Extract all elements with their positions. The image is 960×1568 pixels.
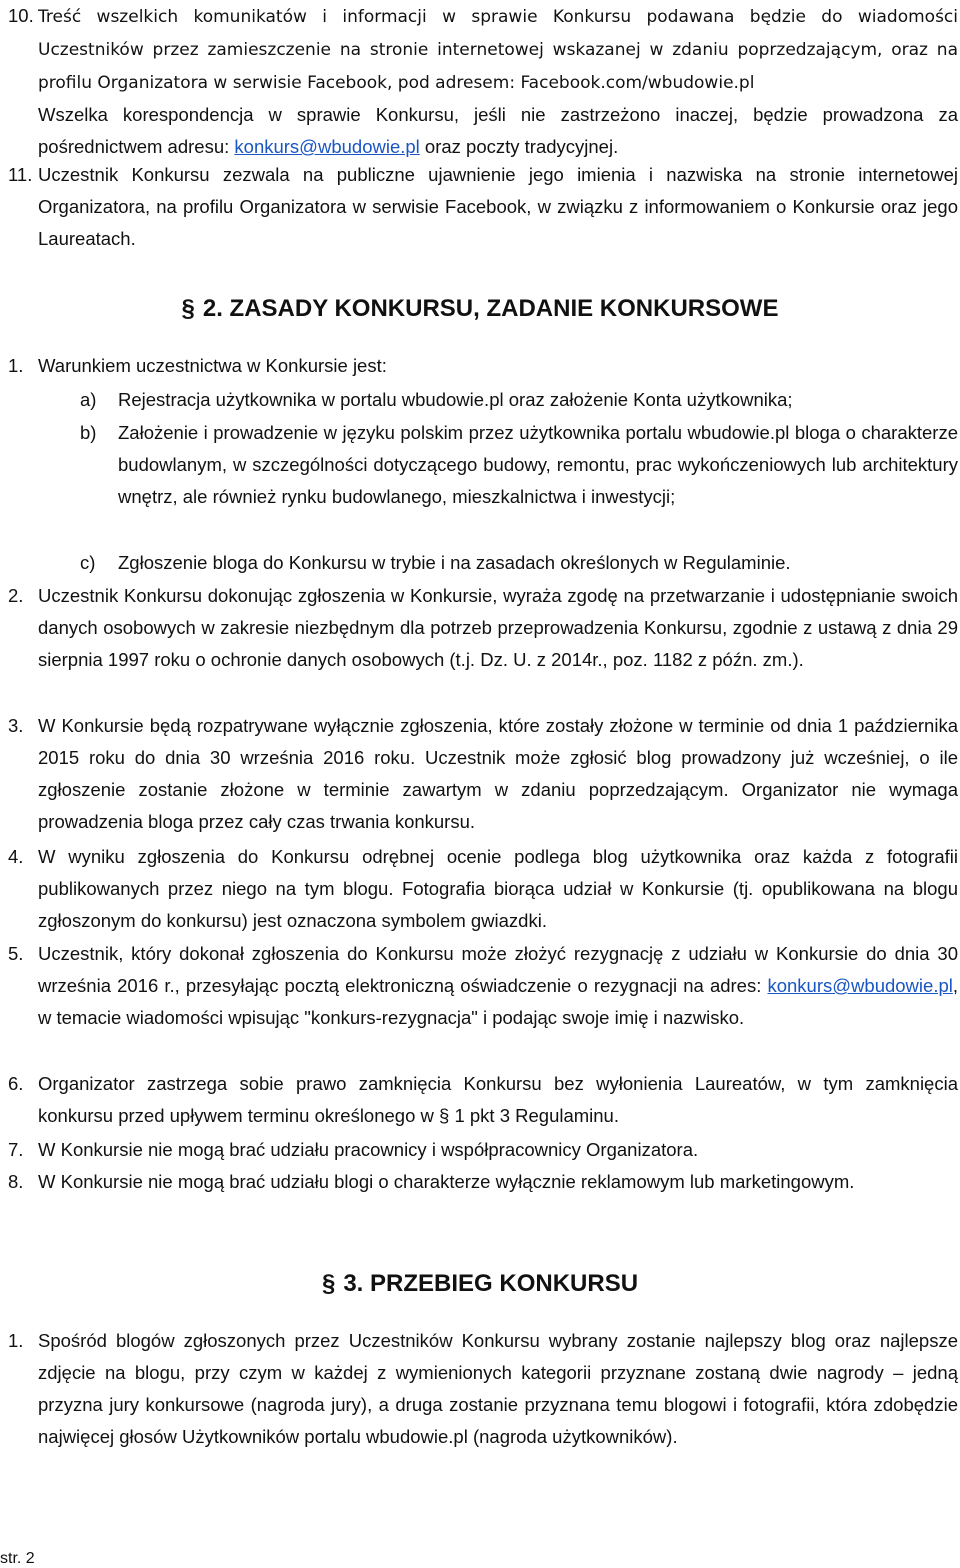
section-title: 2. ZASADY KONKURSU, ZADANIE KONKURSOWE bbox=[202, 295, 779, 322]
rule-item-6 bbox=[8, 1068, 958, 1132]
email-link[interactable]: konkurs@wbudowie.pl bbox=[234, 136, 420, 157]
item-number: 11. bbox=[8, 164, 33, 185]
sub-item-text: Rejestracja użytkownika w portalu wbudowie.pl oraz założenie Konta użytkownika; bbox=[118, 389, 793, 410]
email-link[interactable]: konkurs@wbudowie.pl bbox=[767, 975, 953, 996]
paragraph-text: W wyniku zgłoszenia do Konkursu odrębnej ocenie podlega blog użytkownika oraz każda z fotografii publikowanych przez niego na tym blogu. Fotografia biorąca udział w Konkursie (tj. opublikowana na blogu zgłoszonym do konkursu) jest oznaczona symbolem gwiazdki. bbox=[38, 846, 958, 931]
item-number: 7. bbox=[8, 1139, 24, 1160]
paragraph-text: W Konkursie nie mogą brać udziału blogi o charakterze wyłącznie reklamowym lub marketingowym. bbox=[38, 1171, 855, 1192]
rule-item-2 bbox=[8, 580, 958, 676]
rule-item-4 bbox=[8, 841, 958, 937]
sub-item-a bbox=[80, 384, 958, 416]
sub-item-letter: c) bbox=[80, 552, 96, 573]
paragraph-text: Organizator zastrzega sobie prawo zamknięcia Konkursu bez wyłonienia Laureatów, w tym zamknięcia konkursu przed upływem terminu określonego w § 1 pkt 3 Regulaminu. bbox=[38, 1073, 958, 1126]
section-title: 3. PRZEBIEG KONKURSU bbox=[343, 1270, 639, 1297]
rule-item-8 bbox=[8, 1166, 958, 1198]
paragraph-text: Uczestnik Konkursu dokonując zgłoszenia w Konkursie, wyraża zgodę na przetwarzanie i udostępnianie swoich danych osobowych w zakresie niezbędnym dla potrzeb przeprowadzenia Konkursu, zgodnie z ustawą z dnia 29 sierpnia 1997 roku o ochronie danych osobowych (t.j. Dz. U. z 2014r., poz. 1182 z późn. zm.). bbox=[38, 585, 958, 670]
item-number: 2. bbox=[8, 585, 24, 606]
rule-item-1 bbox=[8, 350, 958, 382]
paragraph-text: , w temacie wiadomości wpisując "konkurs-rezygnacja" i podając swoje imię i nazwisko. bbox=[38, 975, 958, 1028]
process-item-1 bbox=[8, 1325, 958, 1453]
paragraph-text: oraz poczty tradycyjnej. bbox=[419, 136, 619, 157]
item-number: 4. bbox=[8, 846, 24, 867]
item-number: 3. bbox=[8, 715, 24, 736]
item-number: 6. bbox=[8, 1073, 24, 1094]
rule-item-7 bbox=[8, 1134, 958, 1166]
paragraph-text: Uczestnik, który dokonał zgłoszenia do Konkursu może złożyć rezygnację z udziału w Konkursie do dnia 30 września 2016 r., przesyłając pocztą elektroniczną oświadczenie o rezygnacji na adres: bbox=[38, 943, 958, 996]
paragraph-11 bbox=[8, 159, 958, 255]
item-number: 1. bbox=[8, 1330, 24, 1351]
rule-item-5 bbox=[8, 938, 958, 1034]
paragraph-text: Spośród blogów zgłoszonych przez Uczestników Konkursu wybrany zostanie najlepszy blog oraz najlepsze zdjęcie na blogu, przy czym w każdej z wymienionych kategorii przyznane zostaną dwie nagrody – jedną przyzna jury konkursowe (nagroda jury), a druga zostanie przyznana temu blogowi i fotografii, która zdobędzie najwięcej głosów Użytkowników portalu wbudowie.pl (nagroda użytkowników). bbox=[38, 1330, 958, 1447]
item-number: 1. bbox=[8, 355, 24, 376]
item-number: 8. bbox=[8, 1171, 24, 1192]
sub-item-c bbox=[80, 547, 958, 579]
paragraph-text: Wszelka korespondencja w sprawie Konkursu, jeśli nie zastrzeżono inaczej, będzie prowadzona za pośrednictwem adresu: bbox=[38, 104, 958, 157]
paragraph-10 bbox=[8, 0, 958, 163]
section-heading-3 bbox=[0, 1267, 960, 1301]
page-number: str. 2 bbox=[0, 1550, 35, 1567]
section-heading-2 bbox=[0, 292, 960, 326]
section-sign: § bbox=[321, 1270, 336, 1297]
paragraph-text: Uczestnik Konkursu zezwala na publiczne ujawnienie jego imienia i nazwiska na stronie internetowej Organizatora, na profilu Organizatora w serwisie Facebook, w związku z informowaniem o Konkursie oraz jego Laureatach. bbox=[38, 164, 958, 249]
sub-item-letter: a) bbox=[80, 389, 97, 410]
sub-item-text: Założenie i prowadzenie w języku polskim przez użytkownika portalu wbudowie.pl bloga o charakterze budowlanym, w szczególności dotyczącego budowy, remontu, prac wykończeniowych lub architektury wnętrz, ale również rynku budowlanego, mieszkalnictwa i inwestycji; bbox=[118, 422, 958, 507]
paragraph-text: Treść wszelkich komunikatów i informacji w sprawie Konkursu podawana będzie do wiadomości Uczestników przez zamieszczenie na stronie internetowej wskazanej w zdaniu poprzedzającym, oraz na profilu Organizatora w serwisie Facebook, pod adresem: Facebook.com/wbudowie.pl bbox=[38, 7, 958, 93]
sub-item-letter: b) bbox=[80, 422, 97, 443]
sub-item-text: Zgłoszenie bloga do Konkursu w trybie i na zasadach określonych w Regulaminie. bbox=[118, 552, 791, 573]
item-number: 5. bbox=[8, 943, 24, 964]
paragraph-text: W Konkursie nie mogą brać udziału pracownicy i współpracownicy Organizatora. bbox=[38, 1139, 699, 1160]
rule-item-3 bbox=[8, 710, 958, 838]
sub-item-b bbox=[80, 417, 958, 513]
paragraph-text: W Konkursie będą rozpatrywane wyłącznie zgłoszenia, które zostały złożone w terminie od dnia 1 października 2015 roku do dnia 30 września 2016 roku. Uczestnik może zgłosić blog prowadzony już wcześniej, o ile zgłoszenie zostanie złożone w terminie zawartym w zdaniu poprzedzającym. Organizator nie wymaga prowadzenia bloga przez cały czas trwania konkursu. bbox=[38, 715, 958, 832]
section-sign: § bbox=[181, 295, 195, 322]
item-number: 10. bbox=[8, 5, 34, 26]
paragraph-text: Warunkiem uczestnictwa w Konkursie jest: bbox=[38, 355, 387, 376]
